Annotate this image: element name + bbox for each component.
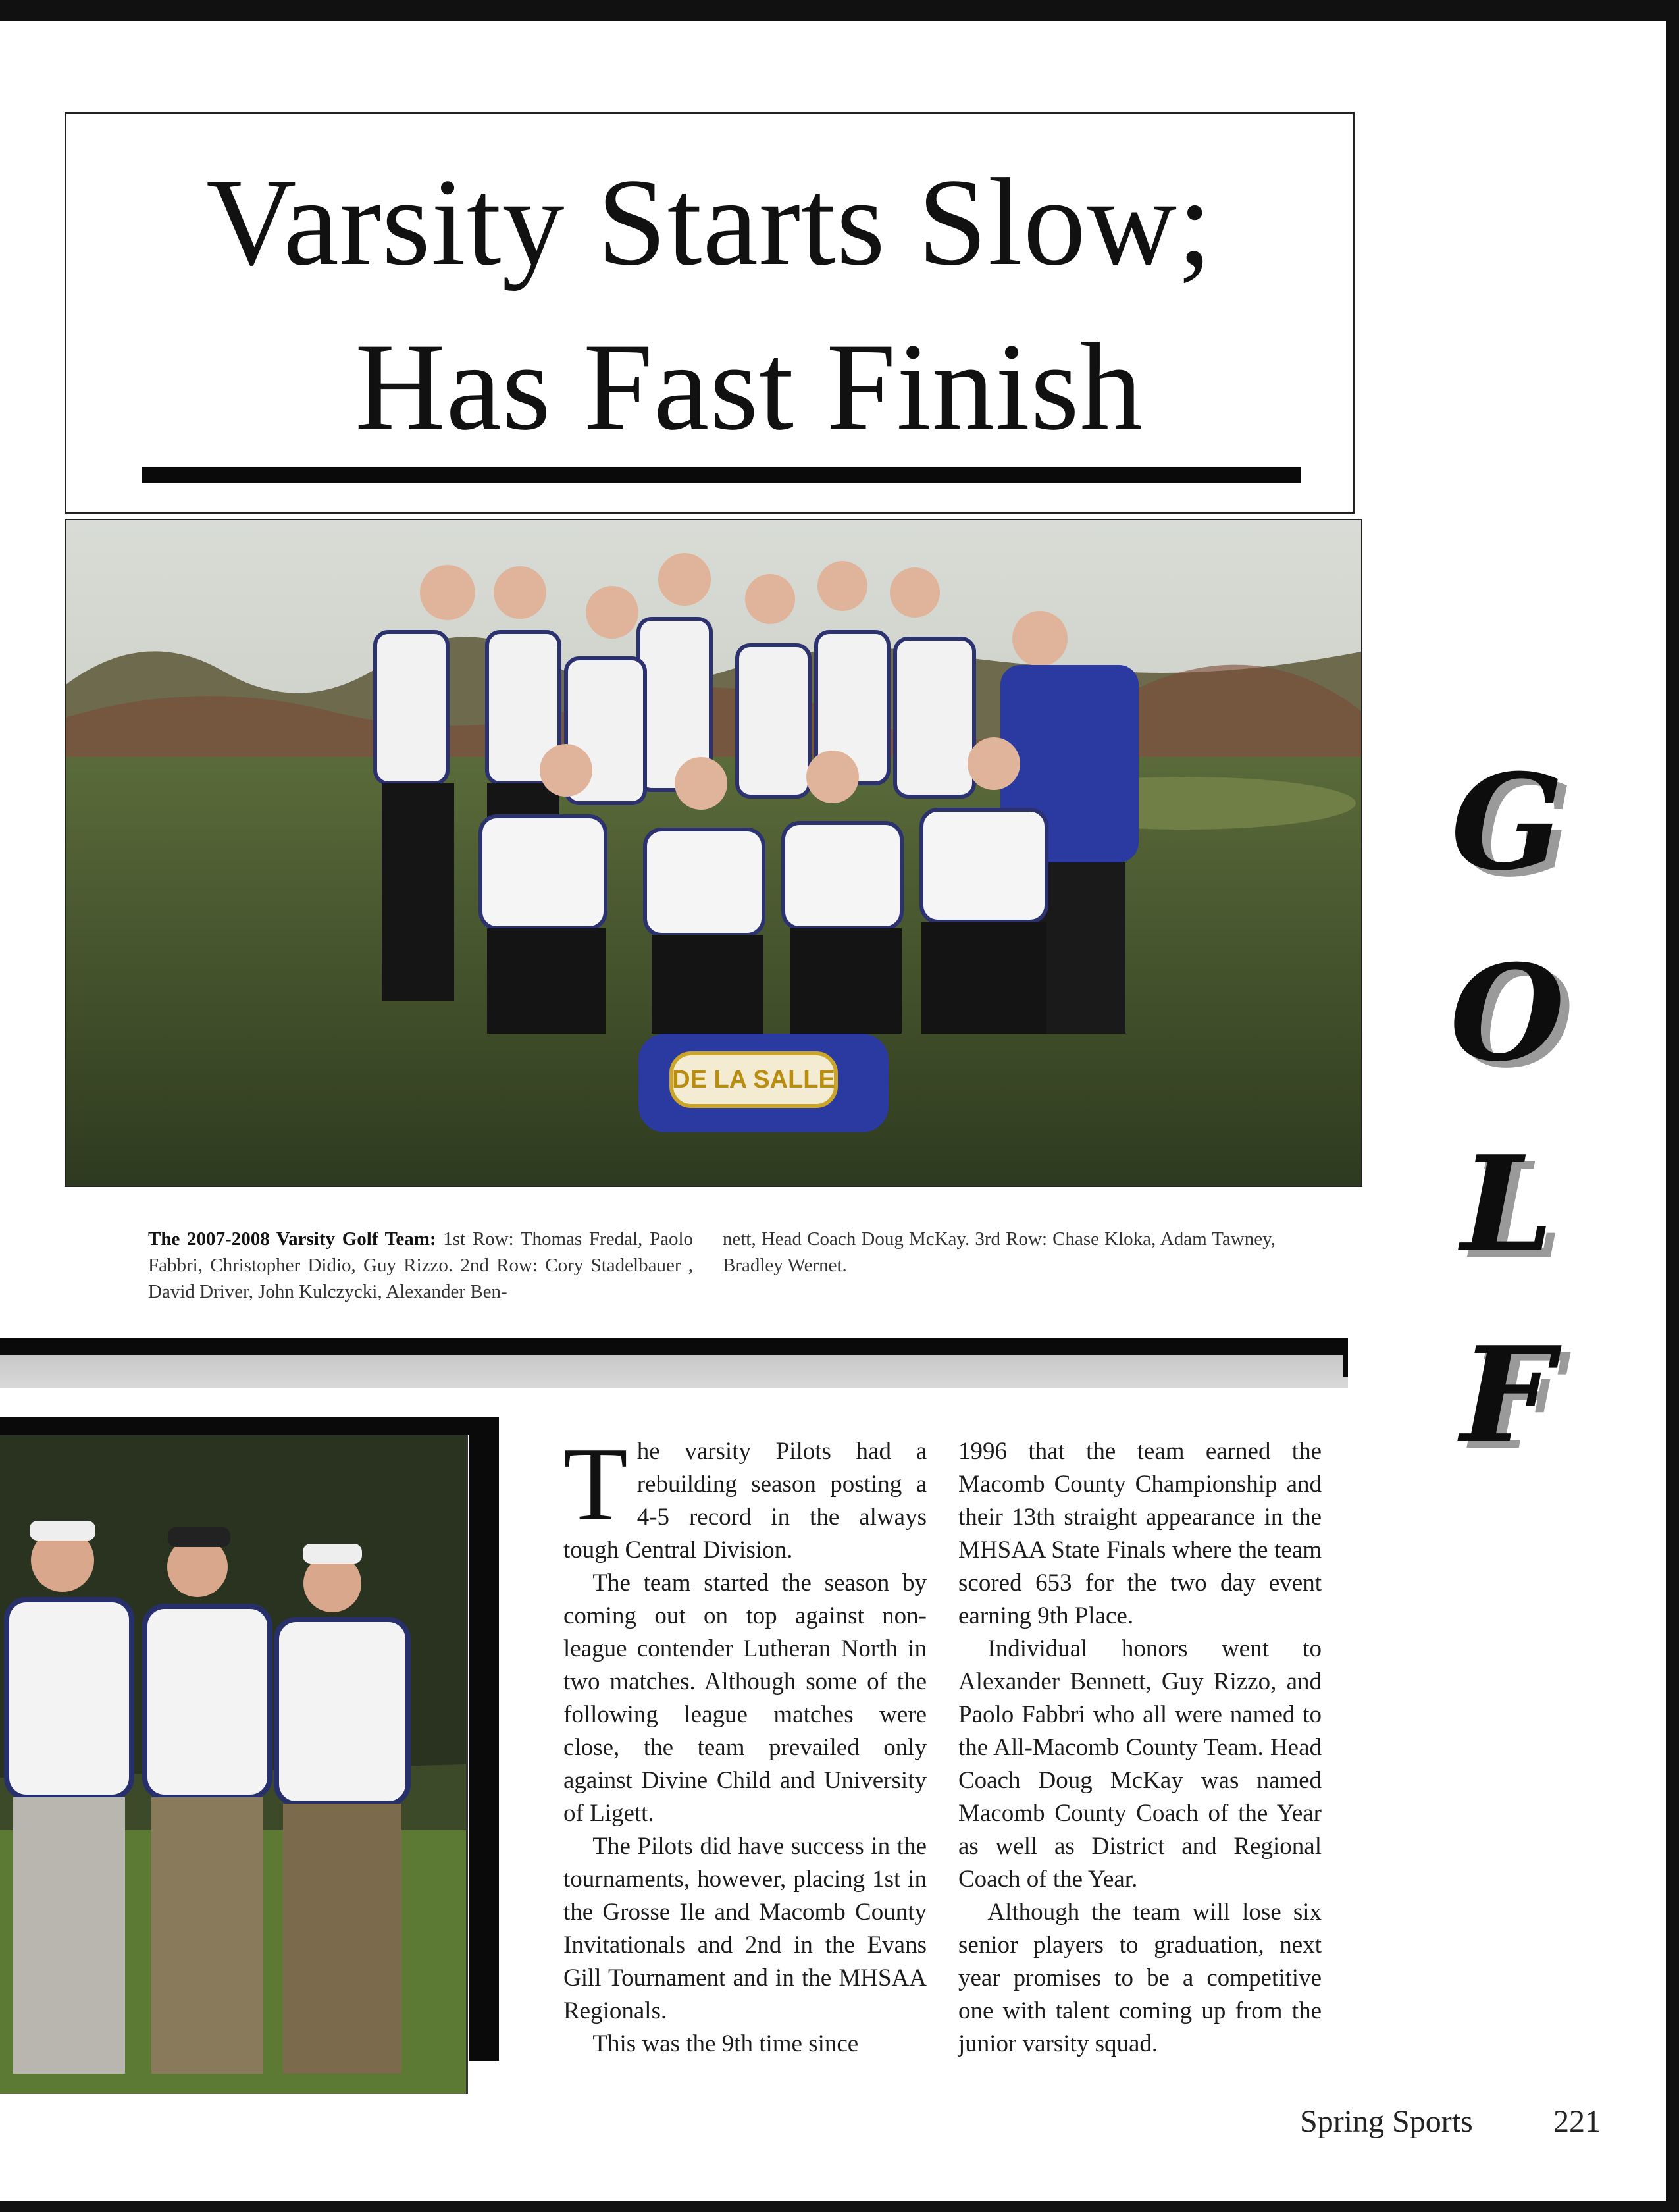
article-drop-cap: T: [563, 1425, 628, 1542]
headline-line-1: Varsity Starts Slow;: [206, 153, 1213, 292]
article-paragraph-3: The Pilots did have success in the tournaments, however, placing 1st in the Grosse Ile and Macomb County Invitationals and 2nd in the Evans Gill Tournament and in the MHSAA Regionals.: [563, 1833, 927, 2024]
article-paragraph-1: he varsity Pilots had a rebuilding season posting a 4-5 record in the always tough Central Division.: [563, 1438, 927, 1564]
article-paragraph-5: Individual honors went to Alexander Bennett, Guy Rizzo, and Paolo Fabbri who all were named to the All-Macomb County Team. Head Coach Doug McKay was named Macomb County Coach of the Year as well as District and Regional Coach of the Year.: [958, 1635, 1322, 1893]
photo-caption-names-1: 1st Row: Thomas Fredal, Paolo Fabbri, Christopher Didio, Guy Rizzo. 2nd Row: Cory Stadelbauer , David Driver, John Kulczycki, Alexander Ben-: [148, 1228, 693, 1302]
article-paragraph-4-start: This was the 9th time since: [592, 2030, 859, 2057]
section-divider-cap: [1343, 1338, 1348, 1377]
golf-bag-icon: [638, 1034, 889, 1132]
section-divider: [0, 1338, 1348, 1355]
right-border: [1666, 0, 1679, 2212]
headline-rule: [142, 467, 1301, 483]
bottom-border: [0, 2201, 1679, 2212]
photo-caption-col1: [148, 1226, 693, 1305]
article-paragraph-2: The team started the season by coming out on top against non-league contender Lutheran North in two matches. Although some of the following league matches were close, the team prevailed only against Divine Child and University of Ligett.: [563, 1569, 927, 1827]
article-column-1: [563, 1425, 927, 2061]
article-column-2: [958, 1435, 1322, 2061]
top-border: [0, 0, 1679, 21]
headline-line-2: Has Fast Finish: [355, 318, 1143, 456]
team-photo-image: [66, 520, 1361, 1186]
seniors-photo: [0, 1435, 468, 2094]
small-photo-frame-top: [0, 1417, 469, 1435]
small-photo-frame-side: [469, 1417, 499, 2061]
golf-bag-label: DE LA SALLE: [672, 1066, 835, 1093]
photo-caption-col2: nett, Head Coach Doug McKay. 3rd Row: Chase Kloka, Adam Tawney, Bradley Wernet.: [723, 1228, 1276, 1276]
team-photo: [65, 519, 1362, 1187]
article-paragraph-4-end: 1996 that the team earned the Macomb County Championship and their 13th straight appearance in the MHSAA State Finals where the team scored 653 for the two day event earning 9th Place.: [958, 1438, 1322, 1629]
photo-caption-lead: The 2007-2008 Varsity Golf Team:: [148, 1228, 436, 1250]
footer-section-name: Spring Sports: [1300, 2104, 1473, 2139]
seniors-photo-image: [0, 1435, 466, 2094]
side-letter-g: G: [1451, 745, 1564, 900]
headline-box: [65, 112, 1355, 514]
side-letter-o: O: [1449, 936, 1565, 1091]
section-divider-shade: [0, 1355, 1348, 1388]
side-letter-l: L: [1460, 1127, 1554, 1282]
article-paragraph-6: Although the team will lose six senior players to graduation, next year promises to be a competitive one with talent coming up from the junior varsity squad.: [958, 1899, 1322, 2057]
side-letter-f: F: [1460, 1318, 1554, 1473]
footer-page-number: 221: [1553, 2104, 1601, 2139]
